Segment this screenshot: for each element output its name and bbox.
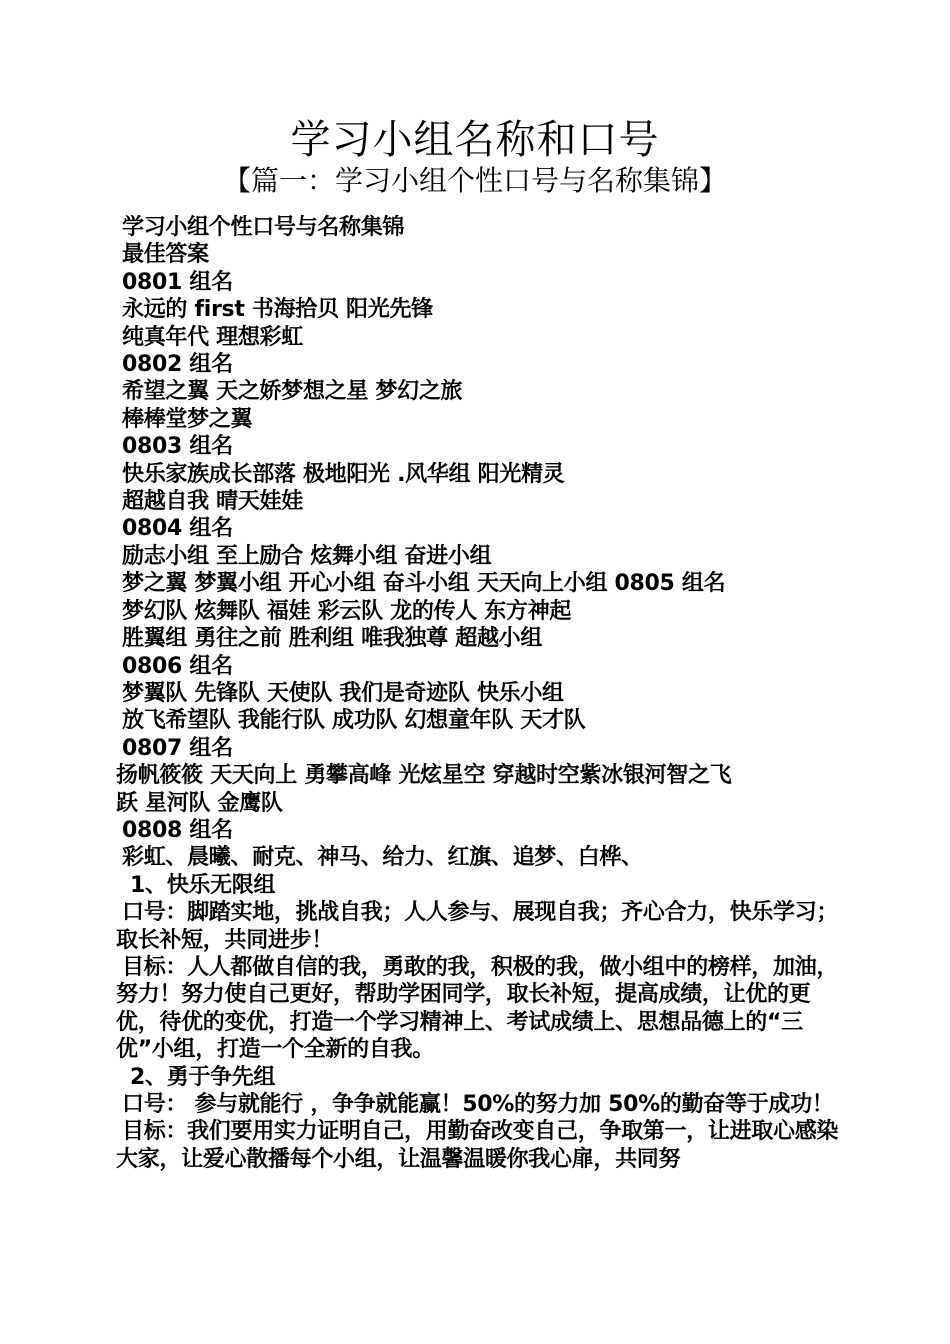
body-line: 励志小组 至上励合 炫舞小组 奋进小组 — [122, 543, 492, 569]
class-heading-0807: 0807 组名 — [122, 735, 233, 761]
body-line: 放飞希望队 我能行队 成功队 幻想童年队 天才队 — [122, 708, 586, 734]
group-slogan: 口号：脚踏实地，挑战自我；人人参与、展现自我；齐心合力，快乐学习；取长补短，共同进步！ — [116, 900, 839, 953]
group-heading: 1、快乐无限组 — [130, 872, 276, 898]
body-line: 棒棒堂梦之翼 — [122, 406, 253, 432]
body-line: 胜翼组 勇往之前 胜利组 唯我独尊 超越小组 — [122, 626, 543, 652]
class-heading-0801: 0801 组名 — [122, 269, 233, 295]
body-line: 最佳答案 — [122, 242, 209, 268]
body-line: 跃 星河队 金鹰队 — [116, 790, 283, 816]
document-subtitle: 【篇一：学习小组个性口号与名称集锦】 — [222, 164, 727, 197]
body-line: 梦幻队 炫舞队 福娃 彩云队 龙的传人 东方神起 — [122, 598, 572, 624]
body-heading: 学习小组个性口号与名称集锦 — [122, 215, 405, 240]
class-heading-0802: 0802 组名 — [122, 352, 233, 378]
class-heading-0803: 0803 组名 — [122, 434, 233, 460]
body-line: 永远的 first 书海拾贝 阳光先锋 — [122, 297, 433, 323]
document-title: 学习小组名称和口号 — [290, 117, 660, 163]
group-heading: 2、勇于争先组 — [130, 1064, 276, 1090]
class-heading-0804: 0804 组名 — [122, 516, 233, 542]
body-line: 超越自我 晴天娃娃 — [122, 489, 303, 515]
body-line: 快乐家族成长部落 极地阳光 .风华组 阳光精灵 — [122, 461, 565, 487]
document-body — [116, 214, 844, 1173]
group-goal: 目标：人人都做自信的我，勇敢的我，积极的我，做小组中的榜样，加油，努力！努力使自己更好，帮助学困同学，取长补短，提高成绩，让优的更优，待优的变优，打造一个学习精神上、考试成绩上、思想品德上的“三优”小组，打造一个全新的自我。 — [116, 954, 839, 1063]
class-heading-0806: 0806 组名 — [122, 653, 233, 679]
body-line: 梦之翼 梦翼小组 开心小组 奋斗小组 天天向上小组 0805 组名 — [122, 571, 726, 597]
body-line: 彩虹、晨曦、耐克、神马、给力、红旗、追梦、白桦、 — [122, 845, 643, 871]
class-heading-0808: 0808 组名 — [122, 817, 233, 843]
group-slogan: 口号： 参与就能行 ，争争就能赢！50%的努力加 50%的勤奋等于成功！ — [122, 1092, 834, 1117]
body-line: 梦翼队 先锋队 天使队 我们是奇迹队 快乐小组 — [122, 680, 564, 706]
body-line: 希望之翼 天之娇梦想之星 梦幻之旅 — [122, 379, 463, 405]
body-line: 纯真年代 理想彩虹 — [122, 324, 303, 350]
group-goal: 目标：我们要用实力证明自己，用勤奋改变自己，争取第一，让进取心感染大家，让爱心散播每个小组，让温馨温暖你我心扉，共同努 — [116, 1119, 839, 1172]
body-line: 扬帆筱筱 天天向上 勇攀高峰 光炫星空 穿越时空紫冰银河智之飞 — [116, 763, 732, 789]
